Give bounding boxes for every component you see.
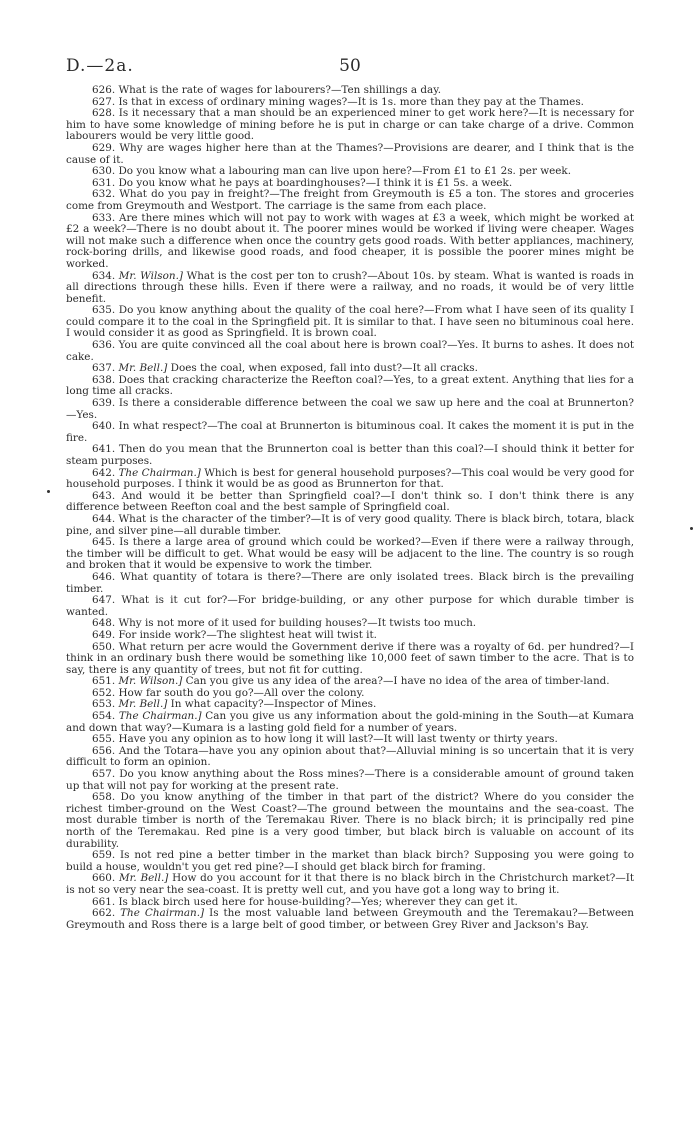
paragraph-text: 638. Does that cracking characterize the Reefton coal?—Yes, to a great extent. Anything that lies for a long time all cracks. xyxy=(66,373,634,398)
paragraph xyxy=(66,421,634,444)
paragraph-text: 633. Are there mines which will not pay to work with wages at £3 a week, which might be worked at £2 a week?—There is no doubt about it. The poorer mines would be worked if living were cheaper. Wages will not make such a difference when once the country gets good roads. With better appliances, machinery, rock-boring drills, and likewise good roads, and food cheaper, it is possible the poorer mines might be worked. xyxy=(66,211,634,270)
paragraph-text: 646. What quantity of totara is there?—There are only isolated trees. Black birch is the prevailing timber. xyxy=(66,570,634,595)
paragraph-text: 655. Have you any opinion as to how long it will last?—It will last twenty or thirty years. xyxy=(92,733,558,746)
speaker-name: The Chairman.] xyxy=(118,466,201,479)
paragraph-text: 629. Why are wages higher here than at the Thames?—Provisions are dearer, and I think that is the cause of it. xyxy=(66,141,634,166)
paragraph xyxy=(66,537,634,572)
paragraph-text: 626. What is the rate of wages for labourers?—Ten shillings a day. xyxy=(92,84,442,96)
paragraph-text: Can you give us any information about the gold-mining in the South—at Kumara and down that way?—Kumara is a lasting gold field for a number of years. xyxy=(66,710,634,734)
paragraph-text: How do you account for it that there is no black birch in the Christchurch market?—It is not so very near the sea-coast. It is pretty well cut, and you have got a long way to bring it. xyxy=(66,872,634,896)
question-number: 634. xyxy=(92,269,116,282)
question-number: 651. xyxy=(92,675,116,688)
speaker-name: Mr. Bell.] xyxy=(118,872,169,885)
question-number: 654. xyxy=(92,710,116,723)
paragraph xyxy=(66,792,634,850)
paragraph xyxy=(66,143,634,166)
paragraph-text: 648. Why is not more of it used for building houses?—It twists too much. xyxy=(92,617,477,630)
paragraph-text: 640. In what respect?—The coal at Brunnerton is bituminous coal. It cakes the moment it is put in the fire. xyxy=(66,420,634,444)
question-number: 662. xyxy=(92,907,116,920)
paragraph-text: 649. For inside work?—The slightest heat will twist it. xyxy=(92,628,377,641)
paragraph xyxy=(66,305,634,340)
paragraph-text: 644. What is the character of the timber?—It is of very good quality. There is black birch, totara, black pine, and silver pine—all durable timber. xyxy=(66,512,634,537)
paragraph-text: Can you give us any idea of the area?—I have no idea of the area of timber-land. xyxy=(185,675,610,688)
speaker-name: Mr. Bell.] xyxy=(118,698,168,711)
paragraph xyxy=(66,873,634,896)
paragraph-text: 658. Do you know anything of the timber in that part of the district? Where do you consider the richest timber-ground on the West Coast?—The ground between the mountains and the sea-coast. The most durable timber is north of the Teremakau River. There is no black birch; it is principally red pine north of the Teremakau. Red pine is a very good timber, but black birch is valuable on account of its durability. xyxy=(66,791,634,850)
stray-mark xyxy=(690,527,693,530)
speaker-name: Mr. Bell.] xyxy=(118,362,168,375)
paragraph-text: 631. Do you know what he pays at boardinghouses?—I think it is £1 5s. a week. xyxy=(92,176,513,189)
paragraph xyxy=(66,850,634,873)
paragraph-text: 639. Is there a considerable difference between the coal we saw up here and the coal at Brunnerton?—Yes. xyxy=(66,397,634,421)
paragraph-text: What is the cost per ton to crush?—About 10s. by steam. What is wanted is roads in all directions through these hills. Even if there were a railway, and no roads, it would be of very little benefit. xyxy=(66,269,635,305)
paragraph-text: 627. Is that in excess of ordinary mining wages?—It is 1s. more than they pay at the Thames. xyxy=(92,95,584,108)
paragraph xyxy=(66,769,634,792)
paragraph xyxy=(66,444,634,467)
paragraph-text: 632. What do you pay in freight?—The freight from Greymouth is £5 a ton. The stores and groceries come from Greymouth and Westport. The carriage is the same from each place. xyxy=(66,188,634,212)
paragraph-text: 647. What is it cut for?—For bridge-building, or any other purpose for which durable timber is wanted. xyxy=(66,594,634,618)
paragraph xyxy=(66,642,634,677)
paragraph-text: 650. What return per acre would the Government derive if there was a royalty of 6d. per hundred?—I think in an ordinary bush there would be something like 10,000 feet of sawn timber to the acre. That is to say, there is any quantity of trees, but not fit for cutting. xyxy=(66,640,634,676)
paragraph xyxy=(66,213,634,271)
paragraph-text: 628. Is it necessary that a man should be an experienced miner to get work here?—It is necessary for him to have some knowledge of mining before he is put in charge or can take charge of a drive. Common labourers would be very little good. xyxy=(66,107,634,143)
paragraph-text: 641. Then do you mean that the Brunnerton coal is better than this coal?—I should think it better for steam purposes. xyxy=(66,443,634,467)
paragraph-text: 645. Is there a large area of ground which could be worked?—Even if there were a railway through, the timber will be difficult to get. What would be easy will be adjacent to the line. The country is so rough and broken that it would be expensive to work the timber. xyxy=(66,536,634,572)
paragraph-text: 630. Do you know what a labouring man can live upon here?—From £1 to £1 2s. per week. xyxy=(92,165,572,178)
paragraph xyxy=(66,375,634,398)
paragraph xyxy=(66,468,634,491)
question-number: 642. xyxy=(92,466,116,479)
paragraph-text: 635. Do you know anything about the quality of the coal here?—From what I have seen of its quality I could compare it to the coal in the Springfield pit. It is similar to that. I have seen no bituminous coal here. I would consider it as good as Springfield. It is brown coal. xyxy=(66,304,634,340)
speaker-name: The Chairman.] xyxy=(120,907,205,920)
speaker-name: The Chairman.] xyxy=(118,710,202,723)
paragraph xyxy=(66,340,634,363)
paragraph xyxy=(66,189,634,212)
paragraph xyxy=(66,514,634,537)
page-header xyxy=(66,56,634,80)
paragraph-text: 652. How far south do you go?—All over the colony. xyxy=(92,686,365,699)
paragraph-text: 659. Is not red pine a better timber in the market than black birch? Supposing you were going to build a house, wouldn't you get red pine?—I should get black birch for framing. xyxy=(66,849,634,873)
paragraph-text: 636. You are quite convinced all the coal about here is brown coal?—Yes. It burns to ashes. It does not cake. xyxy=(66,339,634,363)
paragraph xyxy=(66,398,634,421)
paragraph xyxy=(66,572,634,595)
document-body xyxy=(66,85,634,931)
paragraph-text: 657. Do you know anything about the Ross mines?—There is a considerable amount of ground taken up that will not pay for working at the present rate. xyxy=(66,768,634,792)
stray-mark xyxy=(47,490,50,493)
speaker-name: Mr. Wilson.] xyxy=(118,269,183,282)
speaker-name: Mr. Wilson.] xyxy=(118,675,183,688)
paragraph xyxy=(66,746,634,769)
question-number: 660. xyxy=(92,872,116,885)
paragraph-text: In what capacity?—Inspector of Mines. xyxy=(170,698,377,711)
paragraph xyxy=(66,491,634,514)
paragraph-text: Does the coal, when exposed, fall into dust?—It all cracks. xyxy=(170,362,478,375)
paragraph xyxy=(66,908,634,931)
paragraph-text: 656. And the Totara—have you any opinion about that?—Alluvial mining is so uncertain that it is very difficult to form an opinion. xyxy=(66,744,634,769)
page-number: 50 xyxy=(339,56,361,76)
document-reference: D.—2a. xyxy=(66,56,134,76)
paragraph-text: Which is best for general household purposes?—This coal would be very good for household purposes. I think it would be as good as Brunnerton for that. xyxy=(66,466,634,491)
paragraph-text: Is the most valuable land between Greymouth and the Teremakau?—Between Greymouth and Ross there is a large belt of good timber, or between Grey River and Jackson's Bay. xyxy=(66,907,634,931)
paragraph xyxy=(66,711,634,734)
question-number: 637. xyxy=(92,362,116,375)
question-number: 653. xyxy=(92,698,116,711)
paragraph xyxy=(66,108,634,143)
paragraph xyxy=(66,595,634,618)
paragraph-text: 661. Is black birch used here for house-building?—Yes; wherever they can get it. xyxy=(92,895,518,908)
paragraph-text: 643. And would it be better than Springfield coal?—I don't think so. I don't think there is any difference between Reefton coal and the best sample of Springfield coal. xyxy=(66,489,634,514)
paragraph xyxy=(66,271,634,306)
